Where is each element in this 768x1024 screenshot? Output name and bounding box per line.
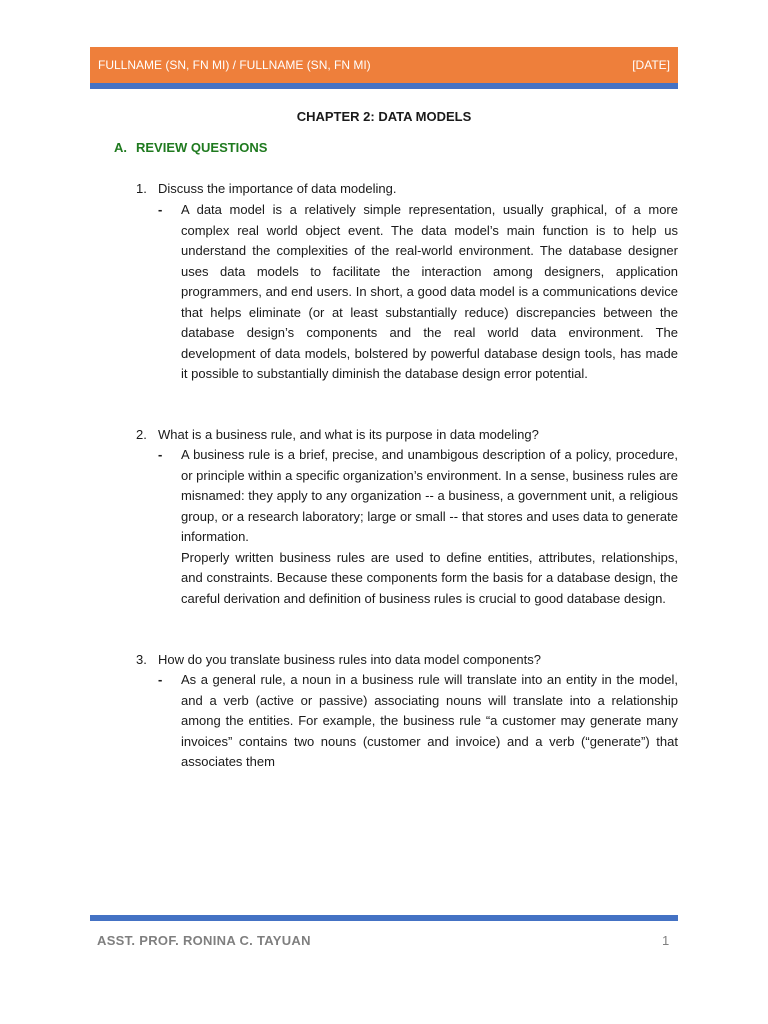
answer-paragraph: A business rule is a brief, precise, and unambigous description of a policy, procedure, or principle within a specific organization’s environment. In a sense, business rules are misnamed: they apply to any organization -- a business, a government unit, a religious group, or a research laboratory; large or small -- that stores and uses data to generate information. [181,447,678,544]
question-text: Discuss the importance of data modeling. [158,181,397,196]
question-number: 1. [136,181,147,196]
question-2 [136,425,539,445]
answer-text [181,670,678,773]
question-text: How do you translate business rules into data model components? [158,652,541,667]
header-rule [90,83,678,89]
answer-dash: - [158,447,163,462]
footer-author: ASST. PROF. RONINA C. TAYUAN [97,933,311,948]
question-number: 2. [136,427,147,442]
header-date: [DATE] [632,58,670,72]
question-number: 3. [136,652,147,667]
section-marker: A. [114,140,127,155]
answer-paragraph: A data model is a relatively simple representation, usually graphical, of a more complex real world object event. The data model’s main function is to help us understand the complexities of the real-world environment. The database designer uses data models to facilitate the interaction among designers, application programmers, and end users. In short, a good data model is a communications device that helps eliminate (or at least substantially reduce) discrepancies between the database design’s components and the real world data environment. The development of data models, bolstered by powerful database design tools, has made it possible to substantially diminish the database design error potential. [181,202,678,381]
answer-paragraph: As a general rule, a noun in a business rule will translate into an entity in the model, and a verb (active or passive) associating nouns will translate into a relationship among the entities. For example, the business rule “a customer may generate many invoices” contains two nouns (customer and invoice) and a verb (“generate”) that associates them [181,672,678,769]
answer-dash: - [158,202,163,217]
header-bar [90,47,678,83]
section-heading [114,140,267,155]
answer-text [181,200,678,385]
question-1 [136,179,396,199]
question-3 [136,650,541,670]
question-text: What is a business rule, and what is its purpose in data modeling? [158,427,539,442]
answer-paragraph: Properly written business rules are used to define entities, attributes, relationships, and constraints. Because these components form the basis for a database design, the careful derivation and definition of business rules is crucial to good database design. [181,549,678,606]
header-names: FULLNAME (SN, FN MI) / FULLNAME (SN, FN MI) [98,58,371,72]
chapter-title: CHAPTER 2: DATA MODELS [296,109,472,124]
page-number: 1 [662,933,670,948]
answer-text [181,445,678,609]
footer-rule [90,915,678,921]
section-title: REVIEW QUESTIONS [136,140,268,155]
answer-dash: - [158,672,163,687]
